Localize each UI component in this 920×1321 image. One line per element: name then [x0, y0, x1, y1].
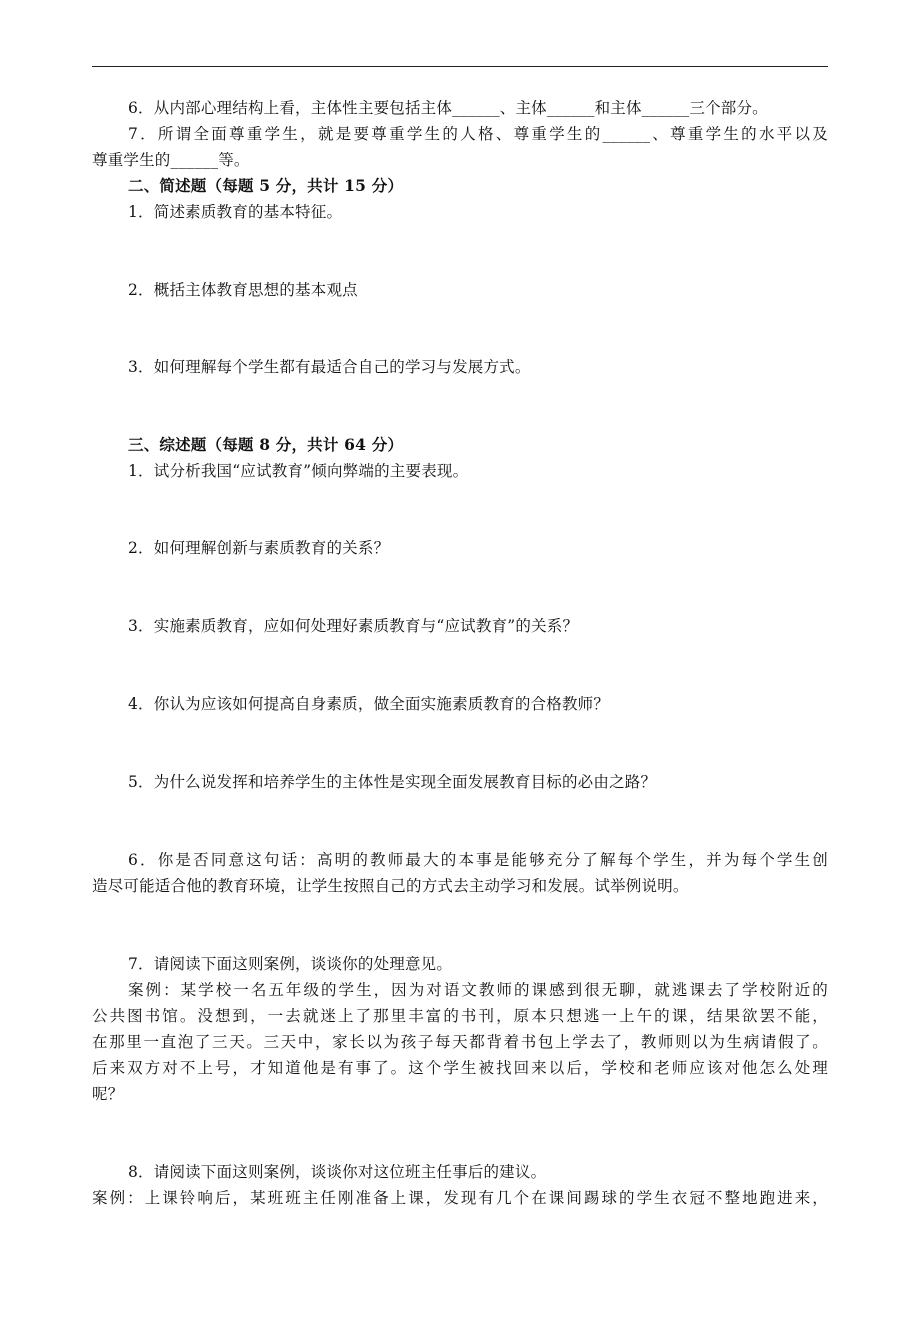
section-3-question-5: 5．为什么说发挥和培养学生的主体性是实现全面发展教育目标的必由之路？: [128, 773, 657, 791]
question-7-case-line1: 案例：某学校一名五年级的学生，因为对语文教师的课感到很无聊，就逃课去了学校附近的: [128, 981, 828, 999]
fill-in-question-7-line1: 7．所谓全面尊重学生，就是要尊重学生的人格、尊重学生的______、尊重学生的水平以及: [128, 125, 828, 143]
fill-in-question-6: 6．从内部心理结构上看，主体性主要包括主体______、主体______和主体______三个部分。: [128, 99, 768, 117]
section-2-question-3: 3．如何理解每个学生都有最适合自己的学习与发展方式。: [128, 358, 531, 376]
question-7-case-line2: 公共图书馆。没想到，一去就迷上了那里丰富的书刊，原本只想逃一上午的课，结果欲罢不能，: [92, 1007, 828, 1025]
section-3-question-7: 7．请阅读下面这则案例，谈谈你的处理意见。: [128, 955, 453, 973]
fill-in-question-7-line2: 尊重学生的______等。: [92, 151, 250, 169]
question-7-case-line4: 后来双方对不上号，才知道他是有事了。这个学生被找回来以后，学校和老师应该对他怎么处理: [92, 1059, 828, 1077]
section-3-question-1: 1．试分析我国“应试教育”倾向弊端的主要表现。: [128, 462, 469, 480]
section-3-title: 三、综述题（每题 8 分，共计 64 分）: [128, 435, 404, 454]
header-rule: [92, 66, 828, 67]
section-3-question-4: 4．你认为应该如何提高自身素质，做全面实施素质教育的合格教师？: [128, 695, 610, 713]
section-2-title: 二、简述题（每题 5 分，共计 15 分）: [128, 176, 404, 195]
section-2-question-1: 1．简述素质教育的基本特征。: [128, 203, 343, 221]
section-3-question-2: 2．如何理解创新与素质教育的关系？: [128, 539, 390, 557]
section-3-question-8: 8．请阅读下面这则案例，谈谈你对这位班主任事后的建议。: [128, 1163, 547, 1181]
section-3-question-6-line2: 造尽可能适合他的教育环境，让学生按照自己的方式去主动学习和发展。试举例说明。: [92, 877, 689, 895]
section-3-question-6-line1: 6．你是否同意这句话：高明的教师最大的本事是能够充分了解每个学生，并为每个学生创: [128, 851, 828, 869]
question-7-case-line3: 在那里一直泡了三天。三天中，家长以为孩子每天都背着书包上学去了，教师则以为生病请假了。: [92, 1033, 828, 1051]
section-3-question-3: 3．实施素质教育，应如何处理好素质教育与“应试教育”的关系？: [128, 617, 579, 635]
question-7-case-line5: 呢？: [92, 1085, 124, 1103]
section-2-question-2: 2．概括主体教育思想的基本观点: [128, 281, 358, 299]
question-8-case-line1: 案例：上课铃响后，某班班主任刚准备上课，发现有几个在课间踢球的学生衣冠不整地跑进来，: [92, 1189, 828, 1207]
